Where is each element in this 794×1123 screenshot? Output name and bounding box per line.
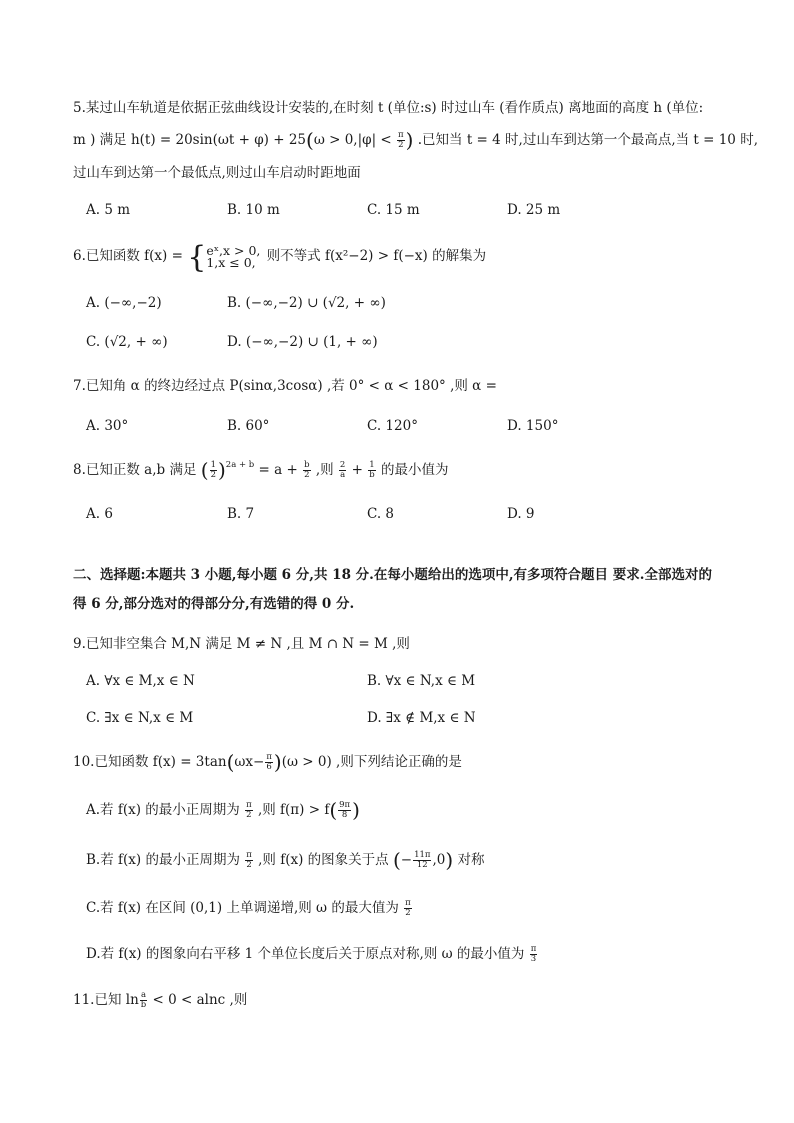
q5-option-a: A. 5 m xyxy=(86,202,131,218)
fraction: $\frac{11\pi}{12}$ xyxy=(414,850,431,870)
q8-option-c: C. 8 xyxy=(367,506,395,522)
q9-stem: 9.已知非空集合 M,N 满足 M ≠ N ,且 M ∩ N = M ,则 xyxy=(73,636,410,652)
fraction: $\frac{9\pi}{8}$ xyxy=(339,800,351,820)
fraction: $\frac{2}{a}$ xyxy=(339,460,346,480)
q6-option-d: D. (−∞,−2) ∪ (1, + ∞) xyxy=(227,334,378,350)
fraction: $\frac{\pi}{2}$ xyxy=(405,898,411,918)
q6-option-c: C. (√2, + ∞) xyxy=(86,334,168,350)
q7-option-c: C. 120° xyxy=(367,418,418,434)
fraction: $\frac{b}{2}$ xyxy=(304,460,310,480)
fraction: $\frac{a}{b}$ xyxy=(140,990,147,1010)
fraction: $\frac{\pi}{3}$ xyxy=(530,944,537,964)
q5-option-d: D. 25 m xyxy=(507,202,561,218)
q10-stem: 10.已知函数 f(x) = 3tan(ωx− $\frac{\pi}{6}$ )(ω > 0) ,则下列结论正确的是 xyxy=(73,750,462,774)
q9-option-a: A. ∀x ∈ M,x ∈ N xyxy=(86,673,195,689)
q10-option-a: A.若 f(x) 的最小正周期为 $\frac{\pi}{2}$ ,则 f(π) > f( $\frac{9\pi}{8}$ ) xyxy=(86,798,360,822)
section-heading-line2: 得 6 分,部分选对的得部分分,有选错的得 0 分. xyxy=(73,596,355,612)
q9-option-d: D. ∃x ∉ M,x ∈ N xyxy=(367,710,476,726)
q8-option-a: A. 6 xyxy=(86,506,113,522)
q8-stem: 8.已知正数 a,b 满足 ( $\frac{1}{2}$ )$^{2a + b}$ = a + $\frac{b}{2}$ ,则 $\frac{2}{a}$ + $\frac{1}{b}$ 的最小值为 xyxy=(73,458,449,482)
q9-option-c: C. ∃x ∈ N,x ∈ M xyxy=(86,710,194,726)
q7-stem: 7.已知角 α 的终边经过点 P(sinα,3cosα) ,若 0° < α < 180° ,则 α = xyxy=(73,378,497,394)
q10-option-d: D.若 f(x) 的图象向右平移 1 个单位长度后关于原点对称,则 ω 的最小值为 $\frac{\pi}{3}$ xyxy=(86,944,537,964)
section-heading: 二、选择题:本题共 3 小题,每小题 6 分,共 18 分.在每小题给出的选项中,有多项符合题目 要求.全部选对的 xyxy=(73,567,712,583)
piecewise-cases: eˣ,x > 0, 1,x ≤ 0, xyxy=(206,242,261,270)
q5-line1: 5.某过山车轨道是依据正弦曲线设计安装的,在时刻 t (单位:s) 时过山车 (看作质点) 离地面的高度 h (单位: xyxy=(73,100,704,116)
q7-option-b: B. 60° xyxy=(227,418,270,434)
fraction: $\frac{\pi}{6}$ xyxy=(266,752,272,772)
q8-option-d: D. 9 xyxy=(507,506,535,522)
fraction: $\frac{\pi}{2}$ xyxy=(246,800,252,820)
q5-line2: m ) 满足 h(t) = 20sin(ωt + φ) + 25(ω > 0,|φ| < $\frac{\pi}{2}$ ) .已知当 t = 4 时,过山车到达第一个最高点,当 t = 10 时, xyxy=(73,128,758,152)
q6-option-a: A. (−∞,−2) xyxy=(86,295,162,311)
q5-option-c: C. 15 m xyxy=(367,202,420,218)
fraction: $\frac{1}{2}$ xyxy=(210,460,216,480)
q5-option-b: B. 10 m xyxy=(227,202,280,218)
q7-option-d: D. 150° xyxy=(507,418,559,434)
q7-option-a: A. 30° xyxy=(86,418,129,434)
q5-line3: 过山车到达第一个最低点,则过山车启动时距地面 xyxy=(73,165,361,181)
fraction: $\frac{\pi}{2}$ xyxy=(246,850,252,870)
q8-option-b: B. 7 xyxy=(227,506,255,522)
fraction: $\frac{\pi}{2}$ xyxy=(398,130,404,150)
q10-option-b: B.若 f(x) 的最小正周期为 $\frac{\pi}{2}$ ,则 f(x) 的图象关于点 (− $\frac{11\pi}{12}$ ,0) 对称 xyxy=(86,848,485,872)
q10-option-c: C.若 f(x) 在区间 (0,1) 上单调递增,则 ω 的最大值为 $\frac{\pi}{2}$ xyxy=(86,898,411,918)
q6-option-b: B. (−∞,−2) ∪ (√2, + ∞) xyxy=(227,295,386,311)
fraction: $\frac{1}{b}$ xyxy=(369,460,375,480)
q11-stem: 11.已知 ln $\frac{a}{b}$ < 0 < alnc ,则 xyxy=(73,990,248,1010)
q6-stem: 6.已知函数 f(x) = { eˣ,x > 0, 1,x ≤ 0, 则不等式 f(x²−2) > f(−x) 的解集为 xyxy=(73,240,487,275)
q9-option-b: B. ∀x ∈ N,x ∈ M xyxy=(367,673,476,689)
